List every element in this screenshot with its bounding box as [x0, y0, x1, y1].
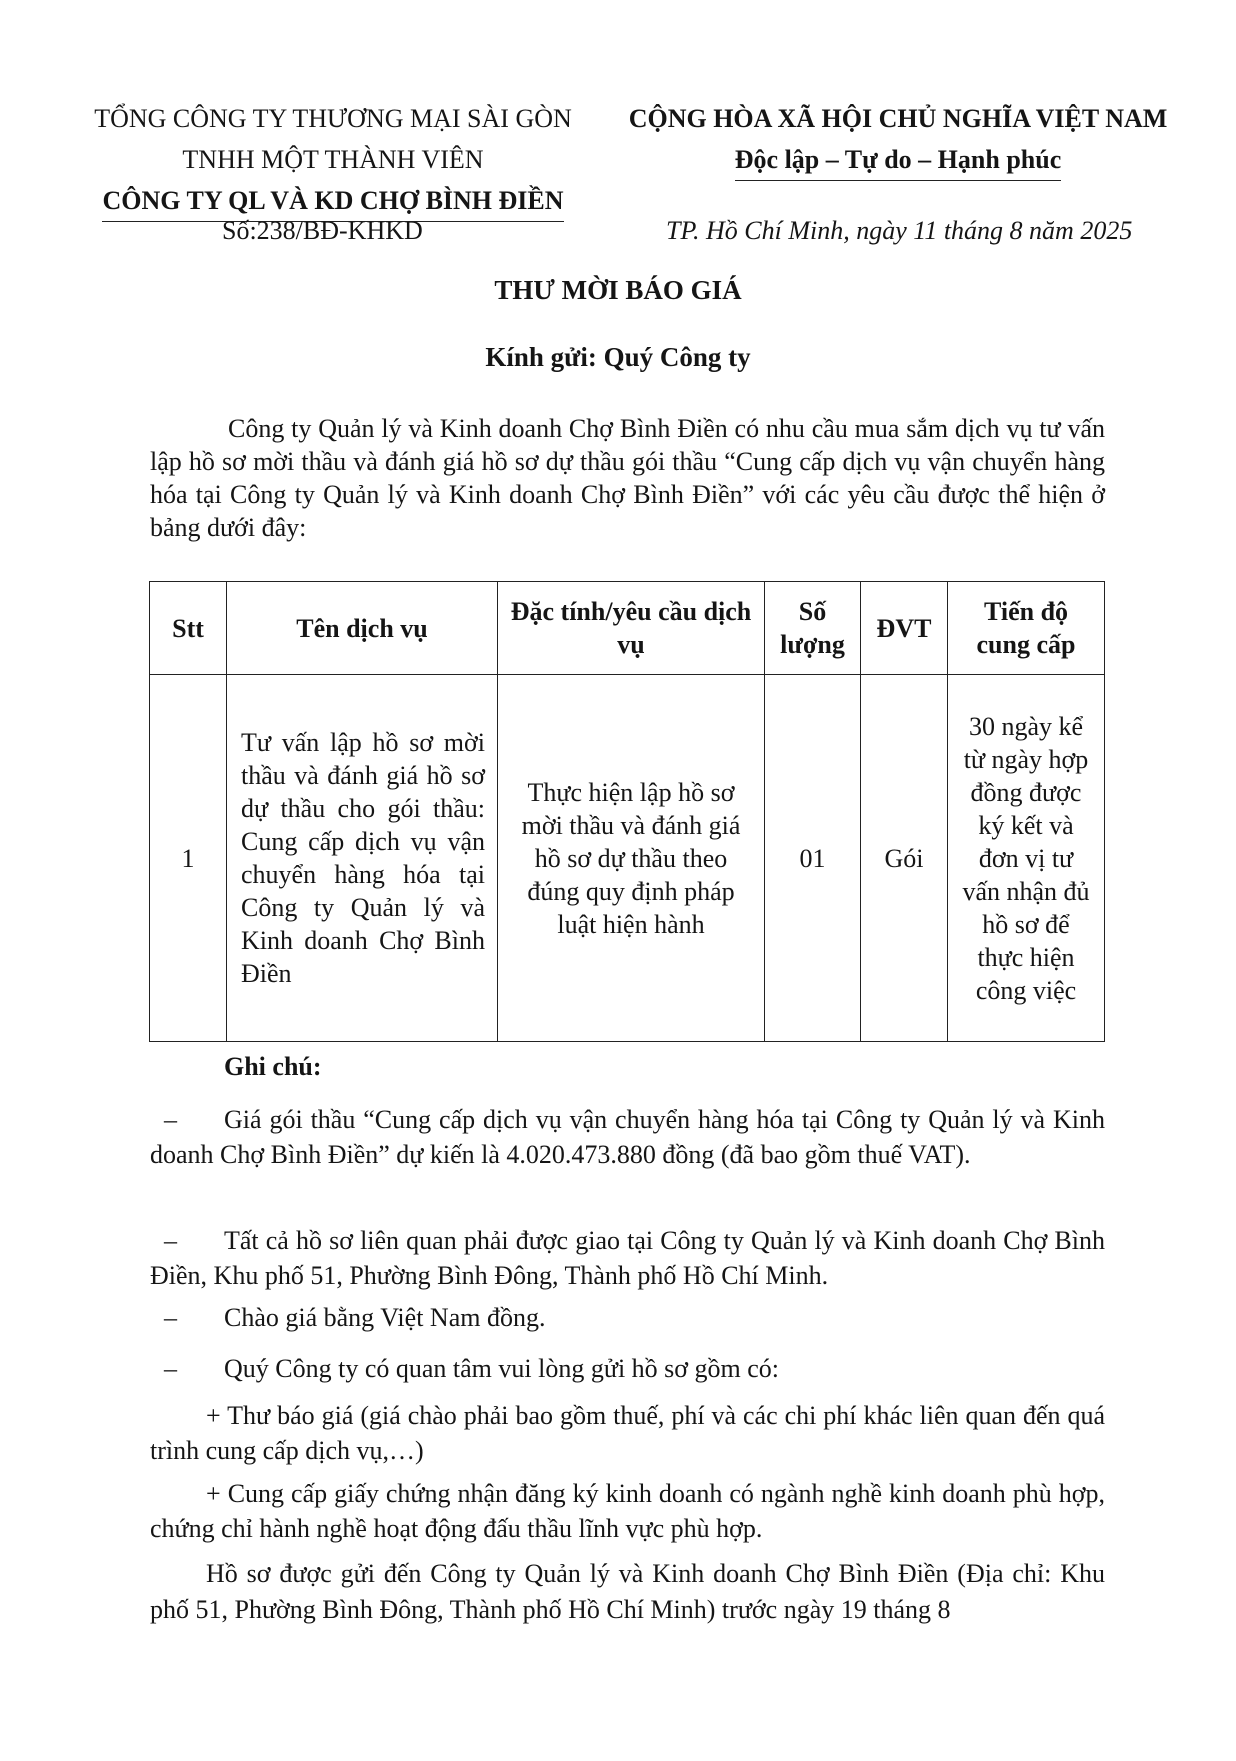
plus-bullet: + [206, 1479, 221, 1508]
national-motto-row [618, 139, 1178, 181]
cell-unit: Gói [861, 675, 948, 1042]
cell-quantity: 01 [765, 675, 861, 1042]
table-header-row [150, 582, 1105, 675]
issuer-company-name: CÔNG TY QL VÀ KD CHỢ BÌNH ĐIỀN [102, 180, 563, 222]
dash-bullet: – [164, 1105, 177, 1134]
note-delivery-text: Tất cả hồ sơ liên quan phải được giao tại Công ty Quản lý và Kinh doanh Chợ Bình Điền, Khu phố 51, Phường Bình Đông, Thành phố Hồ Chí Minh. [150, 1226, 1105, 1290]
national-title: CỘNG HÒA XÃ HỘI CHỦ NGHĨA VIỆT NAM [628, 104, 1168, 133]
dash-bullet: – [164, 1354, 177, 1383]
note-item [150, 1351, 1105, 1386]
plus-bullet: + [206, 1401, 221, 1430]
dash-bullet: – [164, 1303, 177, 1332]
recipient: Kính gửi: Quý Công ty [485, 342, 751, 372]
note-item [150, 1223, 1105, 1293]
col-header-schedule: Tiến độ cung cấp [948, 582, 1105, 675]
document-title: THƯ MỜI BÁO GIÁ [494, 275, 742, 305]
issuer-parent-org-type: TNHH MỘT THÀNH VIÊN [182, 145, 484, 174]
national-motto: Độc lập – Tự do – Hạnh phúc [735, 139, 1062, 181]
notes-heading: Ghi chú: [224, 1052, 322, 1081]
cell-service: Tư vấn lập hồ sơ mời thầu và đánh giá hồ sơ dự thầu cho gói thầu: Cung cấp dịch vụ vận chuyển hàng hóa tại Công ty Quản lý và Kinh doanh Chợ Bình Điền [227, 675, 498, 1042]
issuer-parent-org: TỔNG CÔNG TY THƯƠNG MẠI SÀI GÒN [94, 104, 572, 133]
intro-paragraph [150, 412, 1105, 544]
note-currency-text: Chào giá bằng Việt Nam đồng. [224, 1303, 546, 1332]
closing-paragraph [150, 1556, 1105, 1628]
document-number: Số:238/BĐ-KHKD [222, 216, 423, 245]
note-documents-text: Quý Công ty có quan tâm vui lòng gửi hồ sơ gồm có: [224, 1354, 780, 1383]
col-header-requirement: Đặc tính/yêu cầu dịch vụ [498, 582, 765, 675]
national-header [618, 98, 1178, 181]
closing-text: Hồ sơ được gửi đến Công ty Quản lý và Kinh doanh Chợ Bình Điền (Địa chỉ: Khu phố 51, Phường Bình Đông, Thành phố Hồ Chí Minh) trước ngày 19 tháng 8 [150, 1559, 1105, 1624]
sub-item [150, 1398, 1105, 1468]
col-header-stt: Stt [150, 582, 227, 675]
note-item [150, 1102, 1105, 1172]
cell-requirement: Thực hiện lập hồ sơ mời thầu và đánh giá hồ sơ dự thầu theo đúng quy định pháp luật hiện hành [498, 675, 765, 1042]
table-row [150, 675, 1105, 1042]
col-header-unit: ĐVT [861, 582, 948, 675]
note-price-text: Giá gói thầu “Cung cấp dịch vụ vận chuyển hàng hóa tại Công ty Quản lý và Kinh doanh Chợ Bình Điền” dự kiến là 4.020.473.880 đồng (đã bao gồm thuế VAT). [150, 1105, 1105, 1169]
services-table [149, 581, 1105, 1042]
sub-item-quote-text: Thư báo giá (giá chào phải bao gồm thuế, phí và các chi phí khác liên quan đến quá trình cung cấp dịch vụ,…) [150, 1401, 1106, 1465]
intro-text: Công ty Quản lý và Kinh doanh Chợ Bình Điền có nhu cầu mua sắm dịch vụ tư vấn lập hồ sơ mời thầu và đánh giá hồ sơ dự thầu gói thầu “Cung cấp dịch vụ vận chuyển hàng hóa tại Công ty Quản lý và Kinh doanh Chợ Bình Điền” với các yêu cầu được thể hiện ở bảng dưới đây: [150, 414, 1105, 542]
place-and-date: TP. Hồ Chí Minh, ngày 11 tháng 8 năm 2025 [666, 216, 1133, 245]
note-item [150, 1300, 1105, 1335]
dash-bullet: – [164, 1226, 177, 1255]
sub-item [150, 1476, 1105, 1546]
issuer-header [88, 98, 578, 222]
cell-schedule: 30 ngày kể từ ngày hợp đồng được ký kết và đơn vị tư vấn nhận đủ hồ sơ để thực hiện công việc [948, 675, 1105, 1042]
col-header-quantity: Số lượng [765, 582, 861, 675]
sub-item-license-text: Cung cấp giấy chứng nhận đăng ký kinh doanh có ngành nghề kinh doanh phù hợp, chứng chỉ hành nghề hoạt động đấu thầu lĩnh vực phù hợp. [150, 1479, 1106, 1543]
cell-stt: 1 [150, 675, 227, 1042]
col-header-service: Tên dịch vụ [227, 582, 498, 675]
